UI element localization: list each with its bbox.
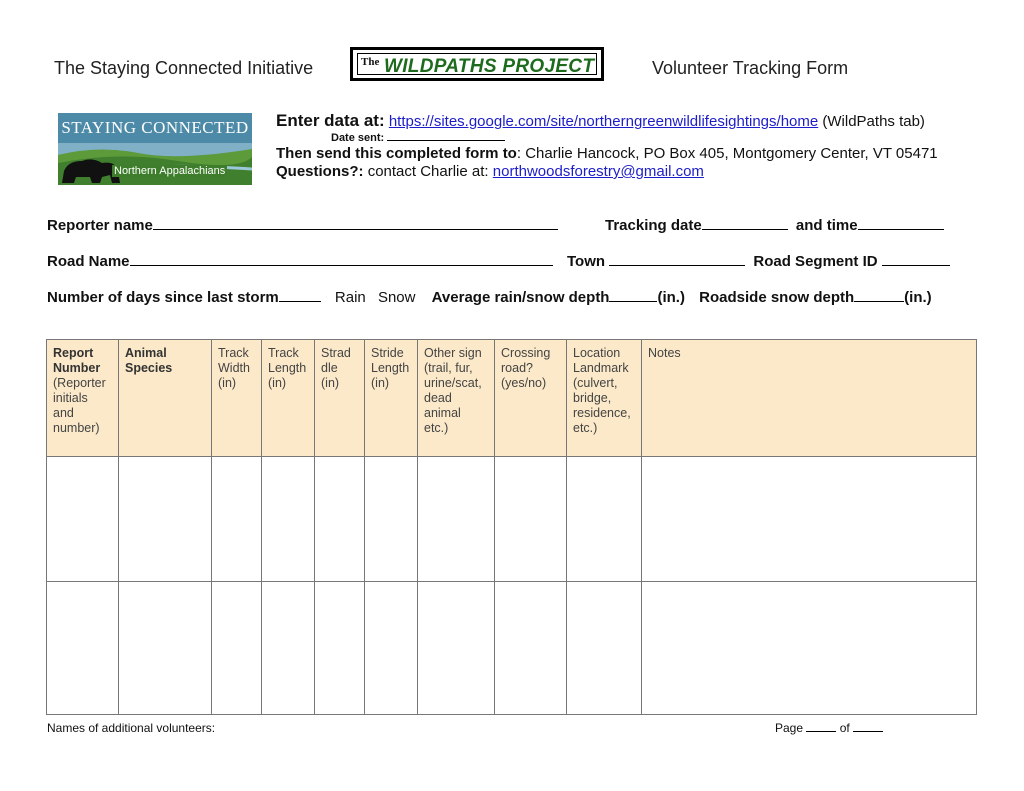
send-to-address: : Charlie Hancock, PO Box 405, Montgomery Center, VT 05471 [516,145,938,162]
table-cell[interactable] [262,582,315,715]
tracking-table [46,339,977,715]
table-cell[interactable] [642,582,977,715]
page-label: Page [775,721,804,735]
questions-text: contact Charlie at: [367,163,489,180]
page-counter [775,721,883,735]
road-name-field[interactable] [130,251,553,266]
table-cell[interactable] [365,457,418,582]
staying-connected-logo [58,113,252,185]
tracking-date-label: Tracking date [605,217,702,234]
reporter-name-row [47,215,558,234]
sc-logo-title: STAYING CONNECTED [61,118,249,137]
table-header-row [47,340,977,457]
initiative-title: The Staying Connected Initiative [54,58,314,78]
data-entry-link[interactable]: https://sites.google.com/site/northerngreenwildlifesightings/home [388,113,819,130]
reporter-name-field[interactable] [153,215,558,230]
road-name-label: Road Name [47,253,130,270]
sc-logo-subtitle: Northern Appalachians [114,165,226,177]
time-field[interactable] [858,215,944,230]
table-cell[interactable] [47,457,119,582]
table-cell[interactable] [418,582,495,715]
header-report-number: Report Number (Reporter initials and number) [47,340,119,457]
table-cell[interactable] [315,582,365,715]
snow-option[interactable]: Snow [377,289,416,306]
tracking-date-row [605,215,944,234]
town-label: Town [567,253,606,270]
date-sent-field[interactable] [387,131,505,141]
road-name-row [47,251,553,270]
page-number-field[interactable] [806,721,836,732]
table-cell[interactable] [47,582,119,715]
date-sent-line [331,131,505,144]
table-cell[interactable] [567,582,642,715]
form-title: Volunteer Tracking Form [652,58,849,78]
reporter-name-label: Reporter name [47,217,153,234]
storm-row [47,287,932,306]
date-sent-label: Date sent: [331,132,385,144]
table-cell[interactable] [212,582,262,715]
table-row [47,582,977,715]
table-cell[interactable] [495,582,567,715]
table-cell[interactable] [262,457,315,582]
page-total-field[interactable] [853,721,883,732]
send-to-line [276,145,938,162]
additional-volunteers-label: Names of additional volunteers: [47,721,216,735]
table-cell[interactable] [212,457,262,582]
rain-option[interactable]: Rain [334,289,366,306]
of-label: of [839,721,850,735]
time-label: and time [795,217,858,234]
header-straddle: Strad dle (in) [315,340,365,457]
bear-landscape-icon [58,143,252,185]
table-cell[interactable] [119,582,212,715]
roadside-depth-label: Roadside snow depth [699,289,855,306]
header-location-landmark: Location Landmark (culvert, bridge, residence, etc.) [567,340,642,457]
table-cell[interactable] [495,457,567,582]
avg-depth-field[interactable] [609,287,657,302]
roadside-depth-unit: (in.) [904,289,932,306]
town-row [567,251,950,270]
table-cell[interactable] [642,457,977,582]
table-row [47,457,977,582]
send-to-label: Then send this completed form to [276,145,517,162]
logo-the-text: The [361,56,380,68]
wildpaths-logo [350,47,604,81]
table-cell[interactable] [119,457,212,582]
enter-data-line [276,111,925,131]
header-other-sign: Other sign (trail, fur, urine/scat, dead animal etc.) [418,340,495,457]
header-stride-length: Stride Length (in) [365,340,418,457]
town-field[interactable] [609,251,745,266]
enter-data-suffix: (WildPaths tab) [822,113,925,130]
table-cell[interactable] [365,582,418,715]
roadside-depth-field[interactable] [854,287,904,302]
logo-name-text: WILDPATHS PROJECT [384,56,595,77]
header-track-length: Track Length (in) [262,340,315,457]
road-segment-field[interactable] [882,251,950,266]
questions-line [276,163,704,180]
tracking-date-field[interactable] [702,215,788,230]
contact-email-link[interactable]: northwoodsforestry@gmail.com [492,163,704,180]
header-track-width: Track Width (in) [212,340,262,457]
header-notes: Notes [642,340,977,457]
enter-data-label: Enter data at: [276,111,385,130]
avg-depth-label: Average rain/snow depth [431,289,610,306]
days-since-storm-label: Number of days since last storm [47,289,279,306]
table-cell[interactable] [315,457,365,582]
questions-label: Questions?: [276,163,364,180]
days-since-storm-field[interactable] [279,287,321,302]
table-cell[interactable] [567,457,642,582]
avg-depth-unit: (in.) [657,289,685,306]
header-crossing-road: Crossing road? (yes/no) [495,340,567,457]
table-cell[interactable] [418,457,495,582]
header-animal-species: Animal Species [119,340,212,457]
road-segment-label: Road Segment ID [753,253,878,270]
